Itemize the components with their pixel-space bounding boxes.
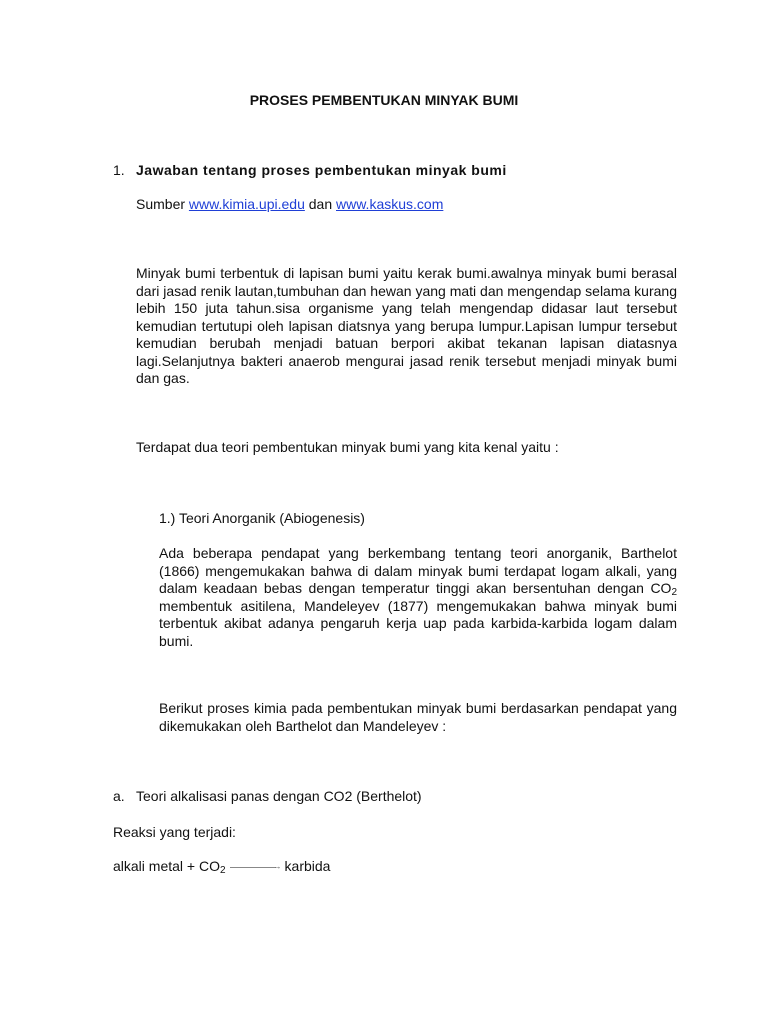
paragraph-anorganik-part1: Ada beberapa pendapat yang berkembang tentang teori anorganik, Barthelot (1866) mengemukakan bahwa di dalam minyak bumi terdapat logam alkali, yang dalam keadaan bebas dengan temperatur tinggi akan bersentuhan dengan CO [159, 545, 677, 596]
source-link-kaskus[interactable]: www.kaskus.com [336, 196, 444, 212]
source-prefix: Sumber [136, 196, 189, 212]
reaction-label: Reaksi yang terjadi: [113, 824, 236, 840]
paragraph-intro [136, 265, 677, 388]
formula-subscript: 2 [219, 865, 226, 876]
paragraph-process-text: Berikut proses kimia pada pembentukan minyak bumi berdasarkan pendapat yang dikemukakan oleh Barthelot dan Mandeleyev : [159, 700, 677, 734]
source-middle: dan [304, 196, 336, 212]
formula-right: karbida [284, 858, 331, 874]
question-heading: Jawaban tentang proses pembentukan minyak bumi [136, 162, 507, 178]
paragraph-process [159, 700, 677, 735]
item-a-letter: a. [113, 788, 125, 804]
source-line [136, 196, 443, 213]
co2-subscript: 2 [671, 587, 677, 598]
question-number: 1. [113, 162, 125, 178]
paragraph-theories: Terdapat dua teori pembentukan minyak bumi yang kita kenal yaitu : [136, 439, 559, 455]
paragraph-anorganik-text [159, 545, 677, 650]
reaction-arrow-icon: → [230, 863, 282, 871]
paragraph-anorganik-part2: membentuk asitilena, Mandeleyev (1877) mengemukakan bahwa minyak bumi terbentuk akibat adanya pengaruh kerja uap pada karbida-karbida logam dalam bumi. [159, 597, 677, 649]
paragraph-anorganik [159, 545, 677, 650]
reaction-formula [113, 858, 330, 875]
item-a-text: Teori alkalisasi panas dengan CO2 (Berthelot) [136, 788, 422, 804]
theory-heading: 1.) Teori Anorganik (Abiogenesis) [159, 510, 365, 526]
page-title: PROSES PEMBENTUKAN MINYAK BUMI [249, 92, 519, 108]
paragraph-intro-text: Minyak bumi terbentuk di lapisan bumi yaitu kerak bumi.awalnya minyak bumi berasal dari jasad renik lautan,tumbuhan dan hewan yang mati dan mengendap selama kurang lebih 150 juta tahun.sisa organisme yang telah mengendap didasar laut tersebut kemudian tertutupi oleh lapisan diatsnya yang berupa lumpur.Lapisan lumpur tersebut kemudian berubah menjadi batuan berpori akibat tekanan lapisan diatasnya lagi.Selanjutnya bakteri anaerob mengurai jasad renik tersebut menjadi minyak bumi dan gas. [136, 265, 677, 386]
formula-left: alkali metal + CO [113, 858, 220, 874]
source-link-kimia[interactable]: www.kimia.upi.edu [188, 196, 305, 212]
